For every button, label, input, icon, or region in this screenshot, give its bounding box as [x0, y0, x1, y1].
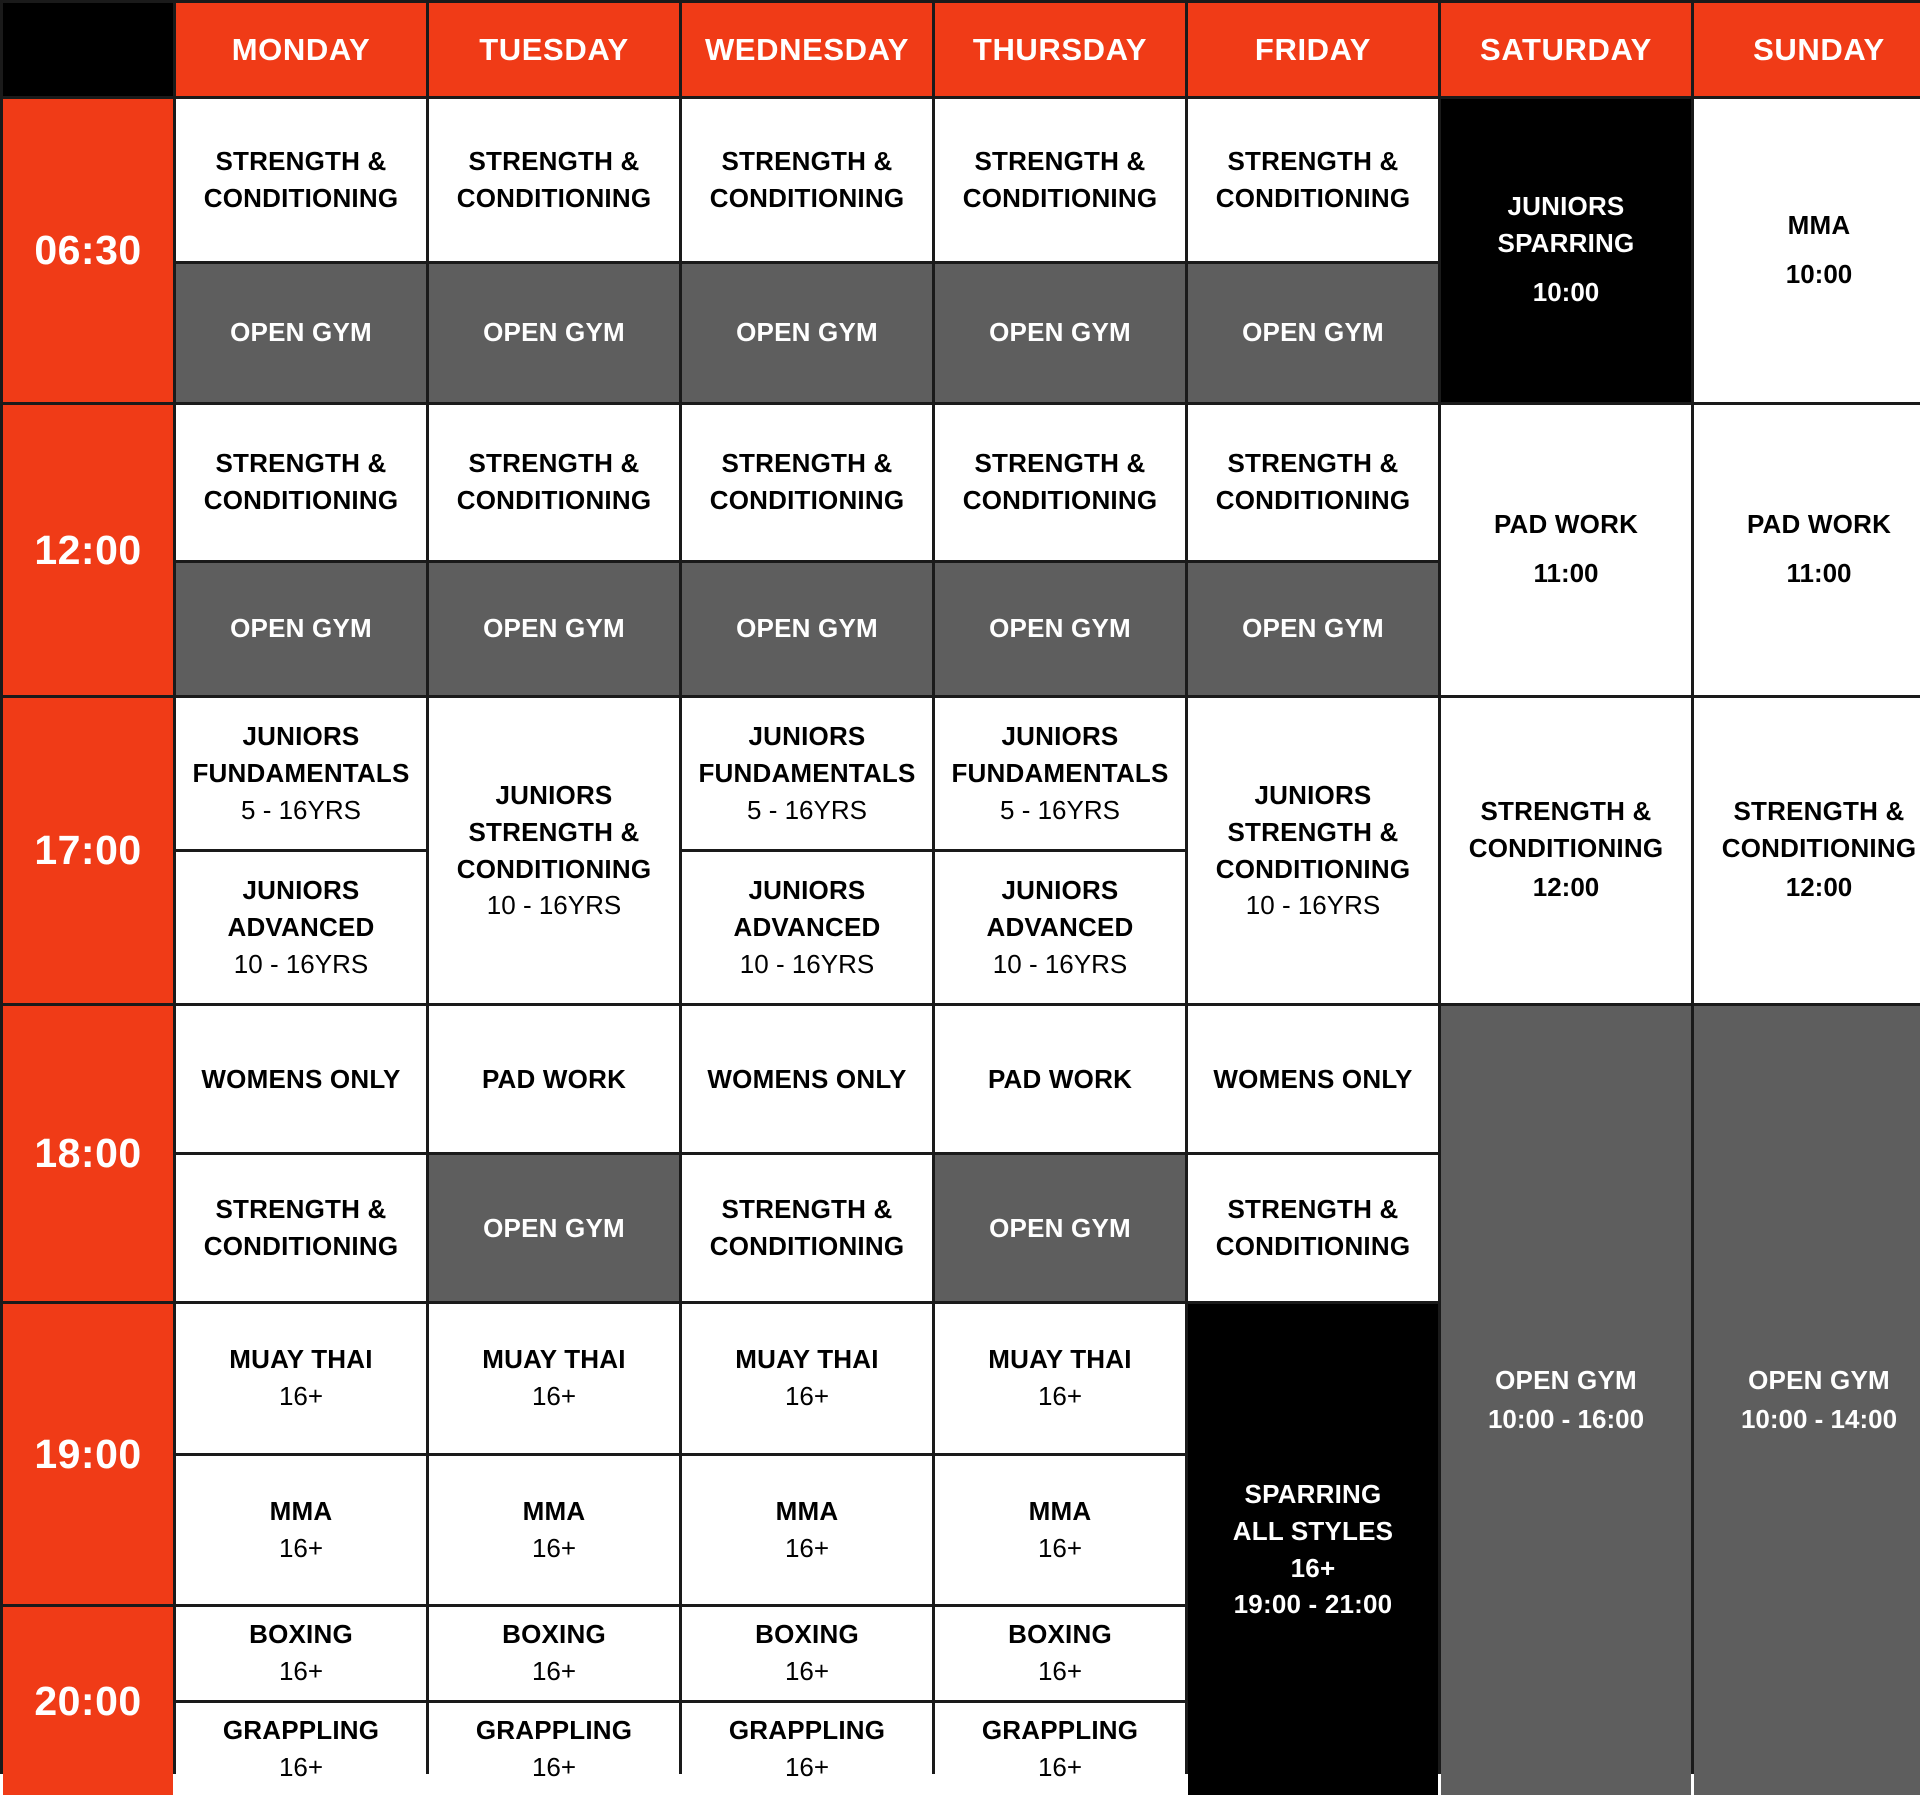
slot-wednesday-1800[interactable] — [682, 1006, 932, 1301]
class-block: STRENGTH & CONDITIONING — [682, 405, 932, 560]
time-label-2000: 20:00 — [3, 1607, 173, 1795]
slot-wednesday-1900[interactable] — [682, 1304, 932, 1604]
class-block: STRENGTH & CONDITIONING — [176, 99, 426, 261]
class-block: OPEN GYM — [1188, 563, 1438, 695]
class-block: OPEN GYM — [176, 563, 426, 695]
class-block: STRENGTH & CONDITIONING — [1188, 1155, 1438, 1301]
class-block: STRENGTH & CONDITIONING — [429, 99, 679, 261]
class-block: STRENGTH & CONDITIONING — [935, 99, 1185, 261]
class-block: STRENGTH & CONDITIONING — [176, 1155, 426, 1301]
class-block: JUNIORS FUNDAMENTALS 5 - 16YRS — [176, 698, 426, 849]
slot-tuesday-1700[interactable]: JUNIORS STRENGTH & CONDITIONING 10 - 16YRS — [429, 698, 679, 1003]
slot-thursday-1900[interactable] — [935, 1304, 1185, 1604]
class-block: JUNIORS FUNDAMENTALS 5 - 16YRS — [935, 698, 1185, 849]
day-header-sunday: SUNDAY — [1694, 3, 1920, 96]
slot-friday-1700[interactable]: JUNIORS STRENGTH & CONDITIONING 10 - 16YRS — [1188, 698, 1438, 1003]
day-header-monday: MONDAY — [176, 3, 426, 96]
slot-monday-1900[interactable] — [176, 1304, 426, 1604]
class-block: WOMENS ONLY — [1188, 1006, 1438, 1152]
time-label-0630: 06:30 — [3, 99, 173, 402]
class-block: STRENGTH & CONDITIONING — [429, 405, 679, 560]
class-block: MMA 16+ — [429, 1456, 679, 1605]
class-block: MUAY THAI 16+ — [176, 1304, 426, 1453]
slot-friday-1200[interactable] — [1188, 405, 1438, 695]
day-header-saturday: SATURDAY — [1441, 3, 1691, 96]
class-block: WOMENS ONLY — [176, 1006, 426, 1152]
slot-monday-1700[interactable] — [176, 698, 426, 1003]
class-block: STRENGTH & CONDITIONING — [1188, 405, 1438, 560]
slot-wednesday-2000[interactable] — [682, 1607, 932, 1795]
class-block: BOXING 16+ — [935, 1607, 1185, 1700]
class-block: STRENGTH & CONDITIONING — [682, 99, 932, 261]
class-block: OPEN GYM — [682, 264, 932, 402]
slot-tuesday-1900[interactable] — [429, 1304, 679, 1604]
slot-sunday-1700[interactable]: STRENGTH & CONDITIONING 12:00 — [1694, 698, 1920, 1003]
slot-thursday-1800[interactable] — [935, 1006, 1185, 1301]
slot-thursday-2000[interactable] — [935, 1607, 1185, 1795]
slot-friday-1800[interactable] — [1188, 1006, 1438, 1301]
day-header-friday: FRIDAY — [1188, 3, 1438, 96]
class-block: OPEN GYM — [935, 1155, 1185, 1301]
class-block: STRENGTH & CONDITIONING — [682, 1155, 932, 1301]
slot-tuesday-2000[interactable] — [429, 1607, 679, 1795]
timetable-corner-cell — [3, 3, 173, 96]
class-block: OPEN GYM — [935, 264, 1185, 402]
slot-monday-1200[interactable] — [176, 405, 426, 695]
slot-thursday-0630[interactable] — [935, 99, 1185, 402]
slot-sunday-open-gym-span[interactable]: OPEN GYM 10:00 - 14:00 — [1694, 1006, 1920, 1795]
class-block: PAD WORK — [429, 1006, 679, 1152]
class-block: OPEN GYM — [682, 563, 932, 695]
class-block: WOMENS ONLY — [682, 1006, 932, 1152]
slot-saturday-0630[interactable]: JUNIORS SPARRING 10:00 — [1441, 99, 1691, 402]
time-label-1800: 18:00 — [3, 1006, 173, 1301]
class-block: STRENGTH & CONDITIONING — [935, 405, 1185, 560]
slot-monday-2000[interactable] — [176, 1607, 426, 1795]
class-block: PAD WORK — [935, 1006, 1185, 1152]
class-block: JUNIORS ADVANCED 10 - 16YRS — [682, 852, 932, 1003]
class-block: OPEN GYM — [429, 1155, 679, 1301]
class-block: STRENGTH & CONDITIONING — [1188, 99, 1438, 261]
class-block: GRAPPLING 16+ — [935, 1703, 1185, 1795]
slot-tuesday-0630[interactable] — [429, 99, 679, 402]
slot-wednesday-1200[interactable] — [682, 405, 932, 695]
slot-sunday-1200[interactable]: PAD WORK 11:00 — [1694, 405, 1920, 695]
class-block: JUNIORS FUNDAMENTALS 5 - 16YRS — [682, 698, 932, 849]
class-block: MMA 16+ — [935, 1456, 1185, 1605]
day-header-thursday: THURSDAY — [935, 3, 1185, 96]
slot-wednesday-0630[interactable] — [682, 99, 932, 402]
slot-thursday-1200[interactable] — [935, 405, 1185, 695]
class-block: MUAY THAI 16+ — [682, 1304, 932, 1453]
class-block: MMA 16+ — [176, 1456, 426, 1605]
slot-saturday-1200[interactable]: PAD WORK 11:00 — [1441, 405, 1691, 695]
class-block: OPEN GYM — [176, 264, 426, 402]
slot-monday-0630[interactable] — [176, 99, 426, 402]
time-label-1700: 17:00 — [3, 698, 173, 1003]
slot-thursday-1700[interactable] — [935, 698, 1185, 1003]
class-block: GRAPPLING 16+ — [429, 1703, 679, 1795]
slot-wednesday-1700[interactable] — [682, 698, 932, 1003]
slot-sunday-0630[interactable]: MMA 10:00 — [1694, 99, 1920, 402]
slot-monday-1800[interactable] — [176, 1006, 426, 1301]
day-header-wednesday: WEDNESDAY — [682, 3, 932, 96]
class-block: BOXING 16+ — [682, 1607, 932, 1700]
class-block: OPEN GYM — [429, 264, 679, 402]
class-block: STRENGTH & CONDITIONING — [176, 405, 426, 560]
class-block: OPEN GYM — [935, 563, 1185, 695]
class-block: JUNIORS ADVANCED 10 - 16YRS — [935, 852, 1185, 1003]
slot-saturday-open-gym-span[interactable]: OPEN GYM 10:00 - 16:00 — [1441, 1006, 1691, 1795]
slot-friday-sparring-span[interactable]: SPARRING ALL STYLES 16+ 19:00 - 21:00 — [1188, 1304, 1438, 1795]
class-block: BOXING 16+ — [176, 1607, 426, 1700]
class-block: BOXING 16+ — [429, 1607, 679, 1700]
class-block: OPEN GYM — [429, 563, 679, 695]
class-block: OPEN GYM — [1188, 264, 1438, 402]
class-block: JUNIORS ADVANCED 10 - 16YRS — [176, 852, 426, 1003]
slot-friday-0630[interactable] — [1188, 99, 1438, 402]
class-block: GRAPPLING 16+ — [176, 1703, 426, 1795]
class-block: MUAY THAI 16+ — [429, 1304, 679, 1453]
day-header-tuesday: TUESDAY — [429, 3, 679, 96]
slot-tuesday-1200[interactable] — [429, 405, 679, 695]
class-block: MMA 16+ — [682, 1456, 932, 1605]
time-label-1200: 12:00 — [3, 405, 173, 695]
slot-tuesday-1800[interactable] — [429, 1006, 679, 1301]
time-label-1900: 19:00 — [3, 1304, 173, 1604]
slot-saturday-1700[interactable]: STRENGTH & CONDITIONING 12:00 — [1441, 698, 1691, 1003]
class-block: GRAPPLING 16+ — [682, 1703, 932, 1795]
class-block: MUAY THAI 16+ — [935, 1304, 1185, 1453]
